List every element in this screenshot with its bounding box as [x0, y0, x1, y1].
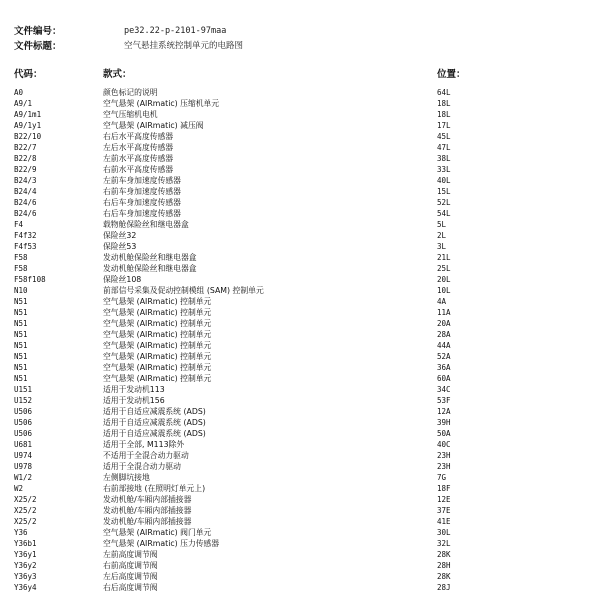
row-description: 左后水平高度传感器 — [103, 143, 174, 152]
header-position: 位置： — [437, 69, 466, 80]
row-code: U506 — [14, 418, 33, 427]
row-description: 右后车身加速度传感器 — [103, 198, 181, 207]
row-position: 25L — [437, 264, 451, 273]
row-position: 21L — [437, 253, 451, 262]
row-description: 空气悬架 (AIRmatic) 阀门单元 — [103, 528, 212, 537]
row-code: B22/10 — [14, 132, 42, 141]
table-row — [14, 560, 574, 571]
row-position: 20A — [437, 319, 451, 328]
row-code: N10 — [14, 286, 28, 295]
table-row — [14, 538, 574, 549]
row-code: W1/2 — [14, 473, 33, 482]
row-position: 18F — [437, 484, 451, 493]
row-position: 3L — [437, 242, 447, 251]
document-meta — [14, 24, 574, 54]
row-code: X25/2 — [14, 495, 37, 504]
row-description: 右前部接地 (在照明灯单元上) — [103, 484, 206, 493]
table-row — [14, 582, 574, 593]
row-position: 30L — [437, 528, 451, 537]
row-code: Y36y1 — [14, 550, 37, 559]
row-description: 适用于自适应减震系统 (ADS) — [103, 407, 206, 416]
row-code: F58 — [14, 264, 28, 273]
row-description: 发动机舱/车厢内部插接器 — [103, 506, 192, 515]
row-description: 空气悬架 (AIRmatic) 控制单元 — [103, 319, 212, 328]
table-row — [14, 439, 574, 450]
doc-number-label: 文件编号： — [14, 26, 62, 37]
table-row — [14, 186, 574, 197]
row-description: 空气悬架 (AIRmatic) 减压阀 — [103, 121, 204, 130]
table-row — [14, 142, 574, 153]
row-description: 空气悬架 (AIRmatic) 控制单元 — [103, 374, 212, 383]
table-row — [14, 274, 574, 285]
row-description: 右后水平高度传感器 — [103, 132, 174, 141]
table-row — [14, 428, 574, 439]
row-code: B22/8 — [14, 154, 37, 163]
table-row — [14, 340, 574, 351]
row-code: Y36 — [14, 528, 28, 537]
row-code: B22/7 — [14, 143, 37, 152]
table-row — [14, 417, 574, 428]
row-code: A9/1 — [14, 99, 33, 108]
row-description: 右前车身加速度传感器 — [103, 187, 181, 196]
table-row — [14, 571, 574, 582]
table-row — [14, 109, 574, 120]
row-description: 右前高度调节阀 — [103, 561, 158, 570]
row-position: 34C — [437, 385, 451, 394]
row-code: N51 — [14, 330, 28, 339]
row-description: 保险丝32 — [103, 231, 137, 240]
row-description: 右前水平高度传感器 — [103, 165, 174, 174]
header-model: 款式： — [103, 69, 132, 80]
table-row — [14, 494, 574, 505]
row-position: 64L — [437, 88, 451, 97]
row-description: 空气悬架 (AIRmatic) 控制单元 — [103, 341, 212, 350]
row-code: U974 — [14, 451, 33, 460]
table-row — [14, 395, 574, 406]
row-description: 保险丝53 — [103, 242, 137, 251]
row-position: 28A — [437, 330, 451, 339]
row-code: B24/6 — [14, 198, 37, 207]
doc-title-row — [14, 39, 574, 54]
row-description: 空气悬架 (AIRmatic) 控制单元 — [103, 363, 212, 372]
component-list — [14, 87, 574, 593]
table-header — [14, 66, 574, 80]
row-position: 23H — [437, 462, 451, 471]
row-position: 54L — [437, 209, 451, 218]
table-row — [14, 549, 574, 560]
row-code: Y36y2 — [14, 561, 37, 570]
row-code: N51 — [14, 297, 28, 306]
row-code: B24/6 — [14, 209, 37, 218]
row-description: 保险丝108 — [103, 275, 142, 284]
table-row — [14, 527, 574, 538]
table-row — [14, 461, 574, 472]
row-code: F4 — [14, 220, 24, 229]
row-description: 发动机舱保险丝和继电器盒 — [103, 253, 197, 262]
row-description: 右后高度调节阀 — [103, 583, 158, 592]
header-code: 代码： — [14, 69, 43, 80]
row-code: B24/4 — [14, 187, 37, 196]
row-position: 32L — [437, 539, 451, 548]
row-code: N51 — [14, 374, 28, 383]
row-position: 20L — [437, 275, 451, 284]
table-row — [14, 329, 574, 340]
row-position: 45L — [437, 132, 451, 141]
row-position: 11A — [437, 308, 451, 317]
row-code: A0 — [14, 88, 24, 97]
row-code: U978 — [14, 462, 33, 471]
row-position: 38L — [437, 154, 451, 163]
table-row — [14, 98, 574, 109]
table-row — [14, 505, 574, 516]
row-code: N51 — [14, 341, 28, 350]
row-position: 18L — [437, 110, 451, 119]
row-position: 4A — [437, 297, 447, 306]
row-code: U681 — [14, 440, 33, 449]
table-row — [14, 197, 574, 208]
row-code: B24/3 — [14, 176, 37, 185]
row-position: 12E — [437, 495, 451, 504]
row-code: Y36y3 — [14, 572, 37, 581]
row-position: 15L — [437, 187, 451, 196]
row-position: 60A — [437, 374, 451, 383]
table-row — [14, 219, 574, 230]
row-code: X25/2 — [14, 506, 37, 515]
row-position: 7G — [437, 473, 447, 482]
table-row — [14, 450, 574, 461]
row-description: 前部信号采集及促动控制模组 (SAM) 控制单元 — [103, 286, 264, 295]
row-description: 左前高度调节阀 — [103, 550, 158, 559]
row-description: 适用于发动机156 — [103, 396, 165, 405]
row-description: 空气悬架 (AIRmatic) 控制单元 — [103, 330, 212, 339]
table-row — [14, 153, 574, 164]
row-code: U506 — [14, 429, 33, 438]
table-row — [14, 87, 574, 98]
table-row — [14, 230, 574, 241]
row-description: 适用于自适应减震系统 (ADS) — [103, 429, 206, 438]
table-row — [14, 175, 574, 186]
row-description: 空气悬架 (AIRmatic) 压力传感器 — [103, 539, 220, 548]
table-row — [14, 285, 574, 296]
row-code: B22/9 — [14, 165, 37, 174]
row-code: U152 — [14, 396, 33, 405]
row-description: 空气悬架 (AIRmatic) 控制单元 — [103, 308, 212, 317]
doc-number-value: pe32.22-p-2101-97maa — [124, 26, 227, 36]
row-code: N51 — [14, 308, 28, 317]
row-description: 颜色标记的说明 — [103, 88, 158, 97]
doc-title-label: 文件标题： — [14, 41, 62, 52]
row-code: N51 — [14, 363, 28, 372]
doc-title-value: 空气悬挂系统控制单元的电路图 — [124, 41, 244, 51]
table-row — [14, 131, 574, 142]
row-code: W2 — [14, 484, 24, 493]
table-row — [14, 164, 574, 175]
row-description: 适用于全混合动力驱动 — [103, 462, 181, 471]
row-description: 适用于发动机113 — [103, 385, 165, 394]
table-row — [14, 373, 574, 384]
row-position: 44A — [437, 341, 451, 350]
row-description: 适用于全部, M113除外 — [103, 440, 185, 449]
table-row — [14, 208, 574, 219]
row-description: 空气压缩机电机 — [103, 110, 158, 119]
row-position: 28H — [437, 561, 451, 570]
table-row — [14, 252, 574, 263]
table-row — [14, 263, 574, 274]
table-row — [14, 241, 574, 252]
row-position: 28K — [437, 550, 451, 559]
doc-number-row — [14, 24, 574, 39]
row-code: N51 — [14, 352, 28, 361]
row-position: 41E — [437, 517, 451, 526]
row-description: 左后高度调节阀 — [103, 572, 158, 581]
row-position: 12A — [437, 407, 451, 416]
row-description: 发动机舱/车厢内部插接器 — [103, 495, 192, 504]
row-code: U151 — [14, 385, 33, 394]
row-position: 39H — [437, 418, 451, 427]
row-description: 适用于自适应减震系统 (ADS) — [103, 418, 206, 427]
row-code: A9/1y1 — [14, 121, 42, 130]
row-code: F4f53 — [14, 242, 37, 251]
row-position: 28J — [437, 583, 451, 592]
row-code: X25/2 — [14, 517, 37, 526]
row-code: N51 — [14, 319, 28, 328]
row-position: 10L — [437, 286, 451, 295]
row-position: 28K — [437, 572, 451, 581]
table-row — [14, 472, 574, 483]
row-code: A9/1m1 — [14, 110, 42, 119]
row-position: 37E — [437, 506, 451, 515]
table-row — [14, 351, 574, 362]
row-position: 53F — [437, 396, 451, 405]
row-code: Y36y4 — [14, 583, 37, 592]
row-code: F58 — [14, 253, 28, 262]
row-description: 左前车身加速度传感器 — [103, 176, 181, 185]
row-position: 23H — [437, 451, 451, 460]
row-description: 载物舱保险丝和继电器盒 — [103, 220, 189, 229]
row-position: 18L — [437, 99, 451, 108]
row-position: 40C — [437, 440, 451, 449]
row-position: 50A — [437, 429, 451, 438]
row-code: U506 — [14, 407, 33, 416]
row-description: 空气悬架 (AIRmatic) 控制单元 — [103, 297, 212, 306]
row-position: 2L — [437, 231, 447, 240]
table-row — [14, 307, 574, 318]
row-description: 发动机舱/车厢内部插接器 — [103, 517, 192, 526]
row-code: Y36b1 — [14, 539, 37, 548]
row-description: 不适用于全混合动力驱动 — [103, 451, 189, 460]
row-description: 右后车身加速度传感器 — [103, 209, 181, 218]
table-row — [14, 516, 574, 527]
row-position: 52A — [437, 352, 451, 361]
table-row — [14, 406, 574, 417]
table-row — [14, 483, 574, 494]
row-code: F4f32 — [14, 231, 37, 240]
table-row — [14, 384, 574, 395]
row-description: 空气悬架 (AIRmatic) 控制单元 — [103, 352, 212, 361]
row-position: 5L — [437, 220, 447, 229]
row-description: 空气悬架 (AIRmatic) 压缩机单元 — [103, 99, 220, 108]
table-row — [14, 362, 574, 373]
row-description: 左前水平高度传感器 — [103, 154, 174, 163]
row-position: 47L — [437, 143, 451, 152]
table-row — [14, 296, 574, 307]
row-position: 33L — [437, 165, 451, 174]
row-position: 36A — [437, 363, 451, 372]
row-position: 40L — [437, 176, 451, 185]
row-description: 左侧脚坑接地 — [103, 473, 150, 482]
table-row — [14, 318, 574, 329]
row-code: F58f108 — [14, 275, 46, 284]
row-description: 发动机舱保险丝和继电器盒 — [103, 264, 197, 273]
row-position: 52L — [437, 198, 451, 207]
row-position: 17L — [437, 121, 451, 130]
table-row — [14, 120, 574, 131]
